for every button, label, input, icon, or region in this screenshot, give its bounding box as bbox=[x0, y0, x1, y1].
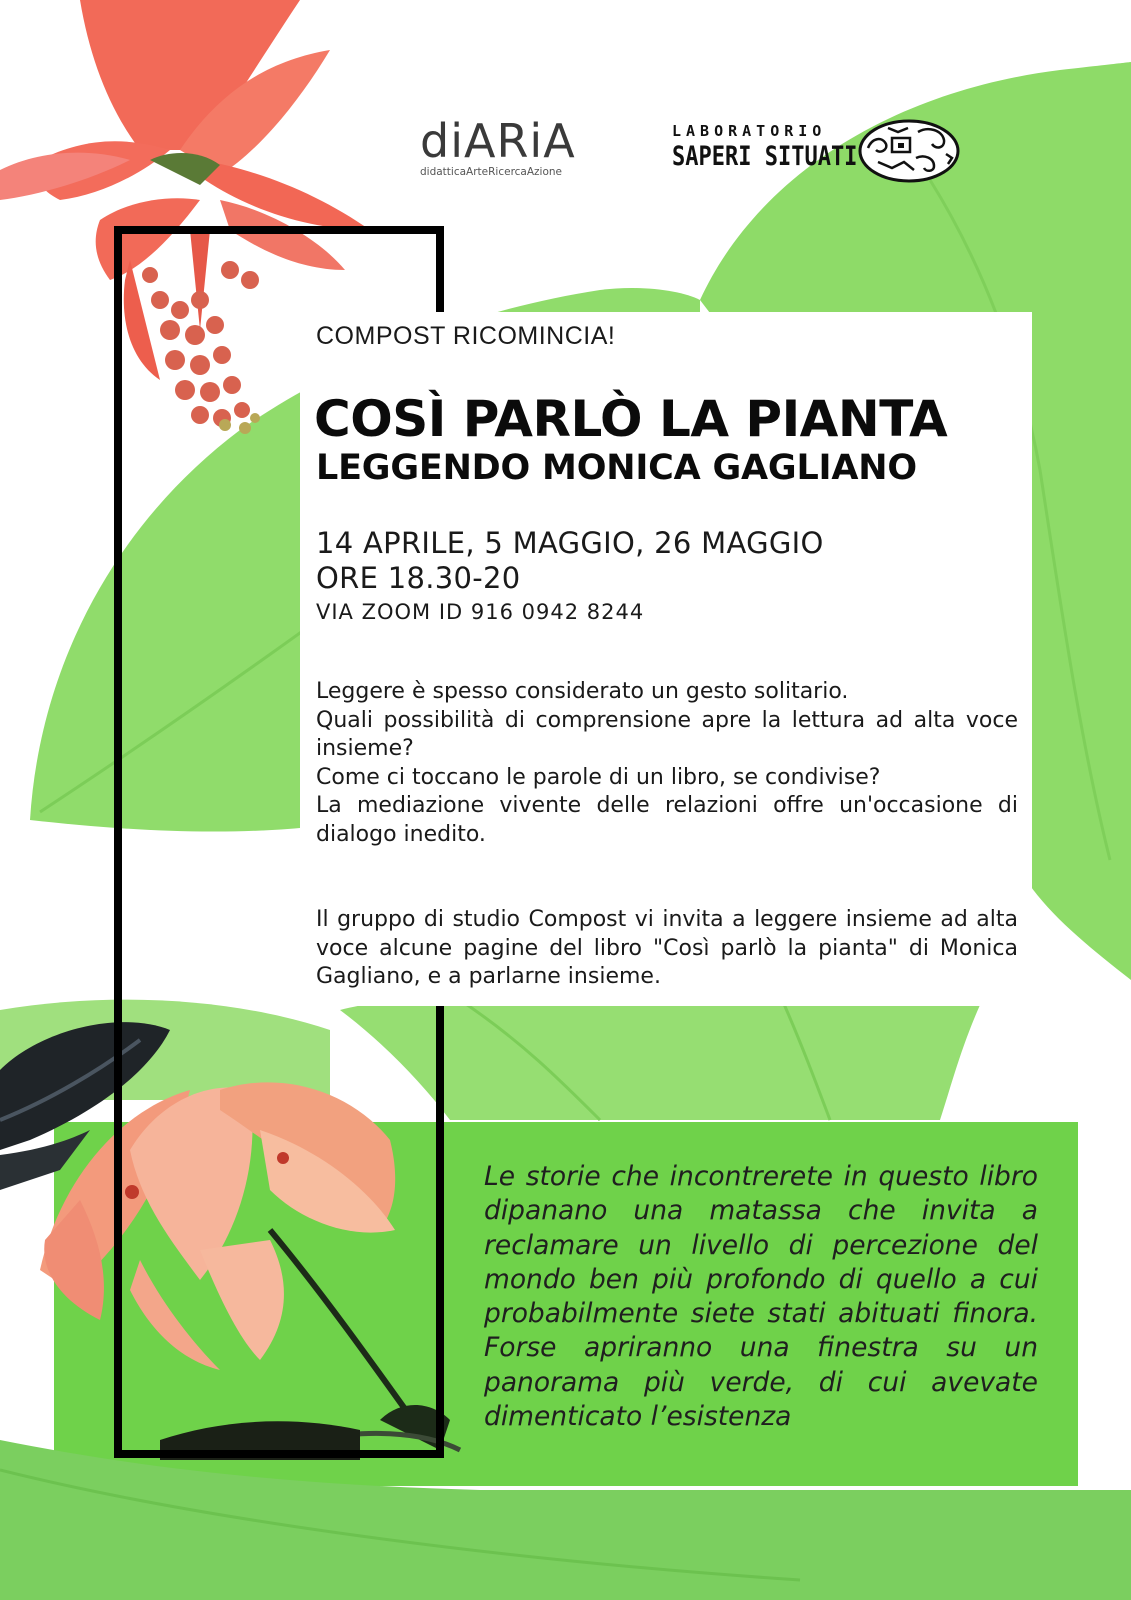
laboratorio-line1: LABORATORIO bbox=[672, 122, 827, 140]
intro-paragraph bbox=[316, 678, 1018, 849]
laboratorio-logo bbox=[672, 122, 972, 192]
laboratorio-line2: SAPERI SITUATI bbox=[672, 142, 858, 172]
event-title: COSÌ PARLÒ LA PIANTA bbox=[314, 390, 948, 448]
invitation-text: Il gruppo di studio Compost vi invita a leggere insieme ad alta voce alcune pagine del libro "Così parlò la pianta" di Monica Gagliano, e a parlarne insieme. bbox=[316, 907, 1018, 989]
book-quote-text: Le storie che incontrerete in questo libro dipanano una matassa che invita a reclamare un livello di percezione del mondo ben più profondo di quello a cui probabilmente siete stati abituati finora. Forse apriranno una finestra su un panorama più verde, di cui avevate dimenticato l’esistenza bbox=[484, 1161, 1038, 1433]
invitation-paragraph bbox=[316, 906, 1018, 992]
stone-pattern-icon bbox=[858, 118, 960, 184]
event-subtitle: LEGGENDO MONICA GAGLIANO bbox=[316, 448, 917, 488]
intro-line: Quali possibilità di comprensione apre la lettura ad alta voce insieme? bbox=[316, 707, 1018, 761]
diaria-wordmark: diARiA bbox=[420, 114, 576, 168]
event-dates: 14 APRILE, 5 MAGGIO, 26 MAGGIO bbox=[316, 526, 824, 560]
intro-line: Come ci toccano le parole di un libro, se condivise? bbox=[316, 764, 881, 790]
intro-line: La mediazione vivente delle relazioni offre un'occasione di dialogo inedito. bbox=[316, 793, 1018, 847]
event-time: ORE 18.30-20 bbox=[316, 561, 521, 595]
event-location: VIA ZOOM ID 916 0942 8244 bbox=[316, 600, 645, 624]
diaria-tagline: didatticaArteRicercaAzione bbox=[420, 166, 563, 178]
diaria-logo bbox=[420, 114, 600, 188]
intro-line: Leggere è spesso considerato un gesto solitario. bbox=[316, 679, 849, 704]
book-quote bbox=[484, 1160, 1038, 1434]
event-kicker: COMPOST RICOMINCIA! bbox=[316, 322, 616, 350]
